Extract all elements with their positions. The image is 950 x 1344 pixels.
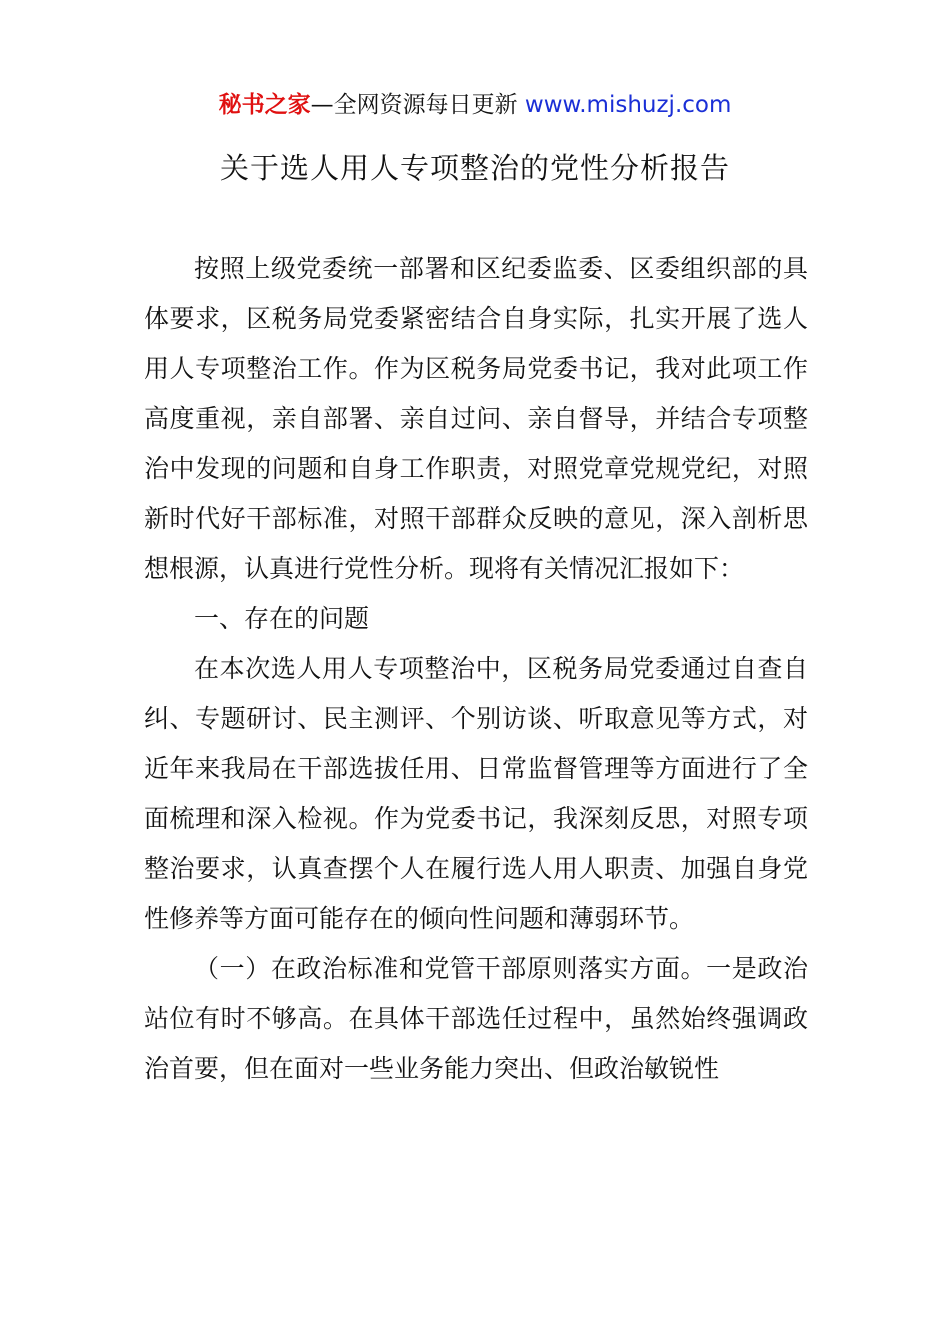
subsection-paragraph-1: （一）在政治标准和党管干部原则落实方面。一是政治站位有时不够高。在具体干部选任过程中，虽然始终强调政治首要，但在面对一些业务能力突出、但政治敏锐性 [144, 954, 808, 1083]
site-brand: 秘书之家 [218, 92, 311, 118]
section-heading-problems: 一、存在的问题 [194, 604, 370, 633]
document-body [144, 244, 808, 1094]
site-tagline: —全网资源每日更新 [310, 92, 525, 118]
intro-paragraph: 按照上级党委统一部署和区纪委监委、区委组织部的具体要求，区税务局党委紧密结合自身实际，扎实开展了选人用人专项整治工作。作为区税务局党委书记，我对此项工作高度重视，亲自部署、亲自过问、亲自督导，并结合专项整治中发现的问题和自身工作职责，对照党章党规党纪，对照新时代好干部标准，对照干部群众反映的意见，深入剖析思想根源，认真进行党性分析。现将有关情况汇报如下： [144, 254, 808, 583]
site-header [0, 88, 950, 122]
problems-paragraph: 在本次选人用人专项整治中，区税务局党委通过自查自纠、专题研讨、民主测评、个别访谈、听取意见等方式，对近年来我局在干部选拔任用、日常监督管理等方面进行了全面梳理和深入检视。作为党委书记，我深刻反思，对照专项整治要求，认真查摆个人在履行选人用人职责、加强自身党性修养等方面可能存在的倾向性问题和薄弱环节。 [144, 654, 808, 933]
document-title: 关于选人用人专项整治的党性分析报告 [219, 151, 730, 185]
site-url-link[interactable]: www.mishuzj.com [524, 92, 732, 118]
